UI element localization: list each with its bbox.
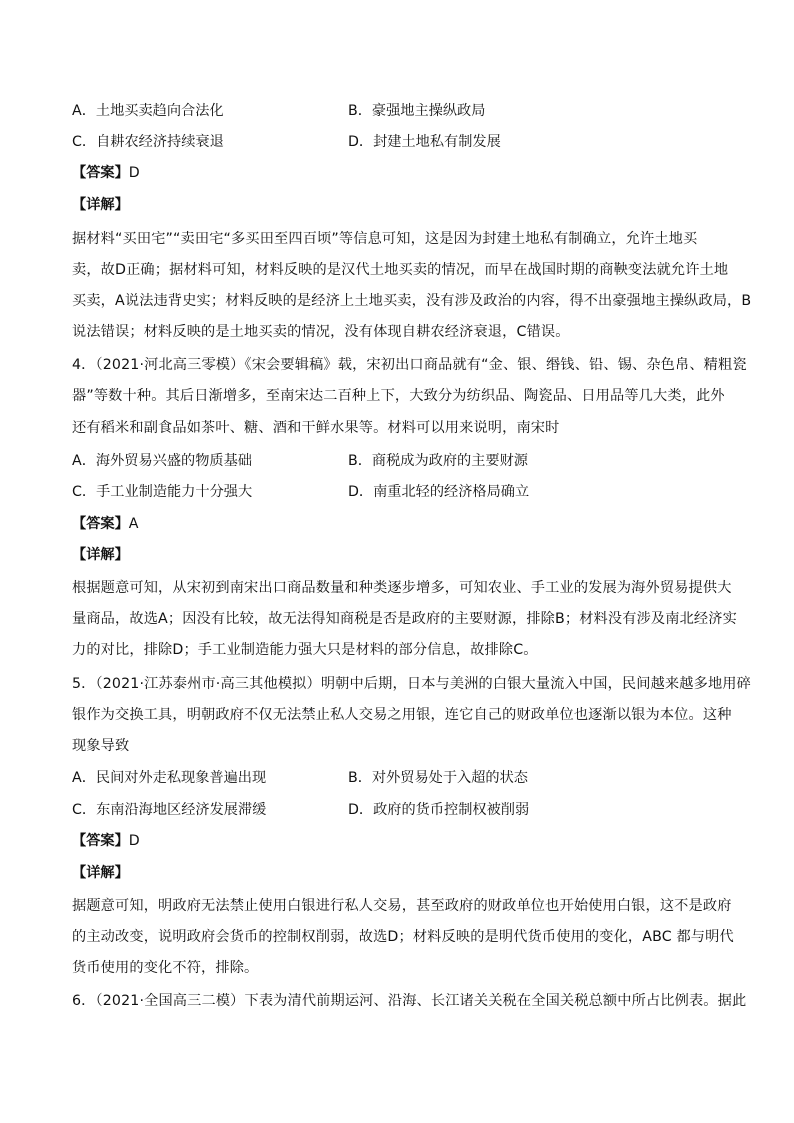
answer-value: D [128, 833, 140, 849]
q4-option-d: D．南重北轻的经济格局确立 [348, 484, 530, 500]
q5-option-b: B．对外贸易处于入超的状态 [348, 770, 528, 786]
q4-explanation-line: 力的对比，排除D；手工业制造能力强大只是材料的部分信息，故排除C。 [72, 642, 538, 658]
q5-explanation-line: 货币使用的变化不符，排除。 [72, 960, 259, 976]
q5-explanation-line: 据题意可知，明政府无法禁止使用白银进行私人交易，甚至政府的财政单位也开始使用白银，这不是政府 [72, 898, 732, 914]
answer-value: A [128, 516, 139, 532]
q4-option-c: C．手工业制造能力十分强大 [72, 484, 253, 500]
q5-explanation-line: 的主动改变，说明政府会货币的控制权削弱，故选D；材料反映的是明代货币使用的变化，ABC 都与明代 [72, 929, 734, 945]
q6-stem-line: 6．（2021·全国高三二模）下表为清代前期运河、沿海、长江诸关关税在全国关税总额中所占比例表。据此 [72, 993, 747, 1009]
q3-option-c: C．自耕农经济持续衰退 [72, 134, 224, 150]
q3-option-b: B．豪强地主操纵政局 [348, 103, 486, 119]
q3-detail-tag [72, 195, 129, 215]
q4-stem-line: 还有稻米和副食品如茶叶、糖、酒和干鲜水果等。材料可以用来说明，南宋时 [72, 420, 560, 436]
answer-tag: 【答案】 [72, 833, 129, 849]
answer-value: D [128, 165, 140, 181]
q5-answer [72, 831, 140, 851]
q5-option-c: C．东南沿海地区经济发展滞缓 [72, 802, 267, 818]
q5-option-a: A．民间对外走私现象普遍出现 [72, 770, 267, 786]
q3-explanation-line: 说法错误；材料反映的是土地买卖的情况，没有体现自耕农经济衰退，C错误。 [72, 324, 570, 340]
q4-answer [72, 514, 138, 534]
detail-tag: 【详解】 [72, 547, 129, 563]
detail-tag: 【详解】 [72, 197, 129, 213]
q5-detail-tag [72, 863, 129, 883]
answer-tag: 【答案】 [72, 165, 129, 181]
q3-explanation-line: 据材料“买田宅”“卖田宅“多买田至四百顷”等信息可知，这是因为封建土地私有制确立，允许土地买 [72, 231, 698, 247]
q5-stem-line: 5．（2021·江苏泰州市·高三其他模拟）明朝中后期，日本与美洲的白银大量流入中国，民间越来越多地用碎 [72, 676, 751, 692]
q4-option-a: A．海外贸易兴盛的物质基础 [72, 453, 252, 469]
q3-answer [72, 163, 140, 183]
q5-stem-line: 银作为交换工具，明朝政府不仅无法禁止私人交易之用银，连它自己的财政单位也逐渐以银为本位。这种 [72, 707, 732, 723]
answer-tag: 【答案】 [72, 516, 129, 532]
q5-stem-line: 现象导致 [72, 738, 130, 754]
detail-tag: 【详解】 [72, 865, 129, 881]
q5-option-d: D．政府的货币控制权被削弱 [348, 802, 530, 818]
q4-stem-line: 器”等数十种。其后日渐增多，至南宋达二百种上下，大致分为纺织品、陶瓷品、日用品等几大类，此外 [72, 388, 725, 404]
q4-option-b: B．商税成为政府的主要财源 [348, 453, 528, 469]
q3-explanation-line: 卖，故D正确；据材料可知，材料反映的是汉代土地买卖的情况，而早在战国时期的商鞅变法就允许土地 [72, 262, 729, 278]
q4-stem-line: 4．（2021·河北高三零模）《宋会要辑稿》载，宋初出口商品就有“金、银、缗钱、铅、锡、杂色帛、精粗瓷 [72, 357, 747, 373]
q4-explanation-line: 量商品，故选A；因没有比较，故无法得知商税是否是政府的主要财源，排除B；材料没有涉及南北经济实 [72, 611, 737, 627]
q4-detail-tag [72, 545, 129, 565]
q3-option-a: A．土地买卖趋向合法化 [72, 103, 224, 119]
q3-option-d: D．封建土地私有制发展 [348, 134, 501, 150]
q4-explanation-line: 根据题意可知，从宋初到南宋出口商品数量和种类逐步增多，可知农业、手工业的发展为海外贸易提供大 [72, 580, 732, 596]
q3-explanation-line: 买卖，A说法违背史实；材料反映的是经济上土地买卖，没有涉及政治的内容，得不出豪强地主操纵政局，B [72, 293, 752, 309]
